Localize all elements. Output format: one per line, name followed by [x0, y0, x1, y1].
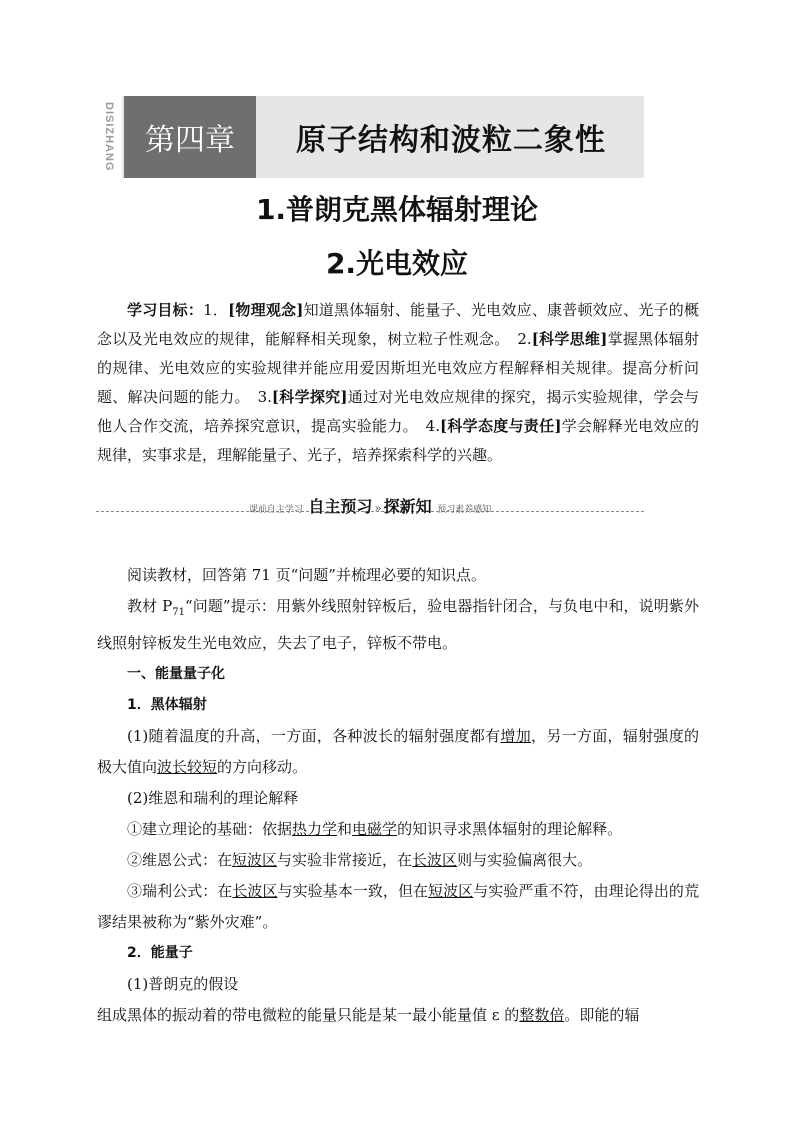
body-text [97, 560, 699, 1031]
objectives-lead: 学习目标： [127, 301, 204, 319]
heading-blackbody: 1．黑体辐射 [127, 697, 207, 713]
paragraph: (2)维恩和瑞利的理论解释 [127, 789, 299, 807]
paragraph: 阅读教材，回答第 71 页“问题”并梳理必要的知识点。 [127, 566, 486, 584]
paragraph: ③瑞利公式：在长波区与实验基本一致，但在短波区与实验严重不符，由理论得出的荒谬结果被称为“紫外灾难”。 [97, 882, 699, 931]
paragraph: (1)随着温度的升高，一方面，各种波长的辐射强度都有增加，另一方面，辐射强度的极大值向波长较短的方向移动。 [97, 727, 699, 776]
divider-label: 课前自主学习 自主预习 » 探新知 预习素养感知 [248, 497, 492, 516]
heading-energy-quantum: 2．能量子 [127, 945, 193, 961]
objective-tag-2: [科学思维] [531, 330, 608, 348]
learning-objectives: 学习目标：1．[物理观念]知道黑体辐射、能量子、光电效应、康普顿效应、光子的概念以及光电效应的规律，能解释相关现象，树立粒子性观念。 2.[科学思维]掌握黑体辐射的规律、光电效应的实验规律并能应用爱因斯坦光电效应方程解释相关规律。提高分析问题、解决问题的能力。 3.[科学探究]通过对光电效应规律的探究，揭示实验规律，学会与他人合作交流，培养探究意识，提高实验能力。 4.[科学态度与责任]学会解释光电效应的规律，实事求是，理解能量子、光子，培养探索科学的兴趣。 [97, 301, 699, 464]
objective-tag-3: [科学探究] [271, 388, 348, 406]
paragraph: ②维恩公式：在短波区与实验非常接近，在长波区则与实验偏离很大。 [127, 851, 593, 869]
paragraph: ①建立理论的基础：依据热力学和电磁学的知识寻求黑体辐射的理论解释。 [127, 820, 623, 838]
section-title-1: 1.普朗克黑体辐射理论 [255, 193, 539, 226]
chapter-side-label: DISIZHANG [96, 96, 122, 178]
objective-tag-1: [物理观念] [228, 301, 304, 319]
objective-tag-4: [科学态度与责任] [440, 417, 562, 435]
heading-energy-quantization: 一、能量量子化 [127, 666, 225, 682]
arrow-icon: » [374, 501, 382, 515]
paragraph: 教材 $P_{71}“$问题”提示：用紫外线照射锌板后，验电器指针闭合，与负电中和，说明紫外线照射锌板发生光电效应，失去了电子，锌板不带电。 [97, 597, 699, 652]
section-title-2: 2.光电效应 [325, 247, 469, 280]
section-divider [96, 494, 644, 516]
paragraph: (1)普朗克的假设 [127, 975, 239, 993]
paragraph: 组成黑体的振动着的带电微粒的能量只能是某一最小能量值 ε 的整数倍。即能的辐 [97, 1006, 640, 1024]
chapter-number: 第四章 [124, 96, 256, 178]
chapter-title: 原子结构和波粒二象性 [296, 123, 606, 158]
